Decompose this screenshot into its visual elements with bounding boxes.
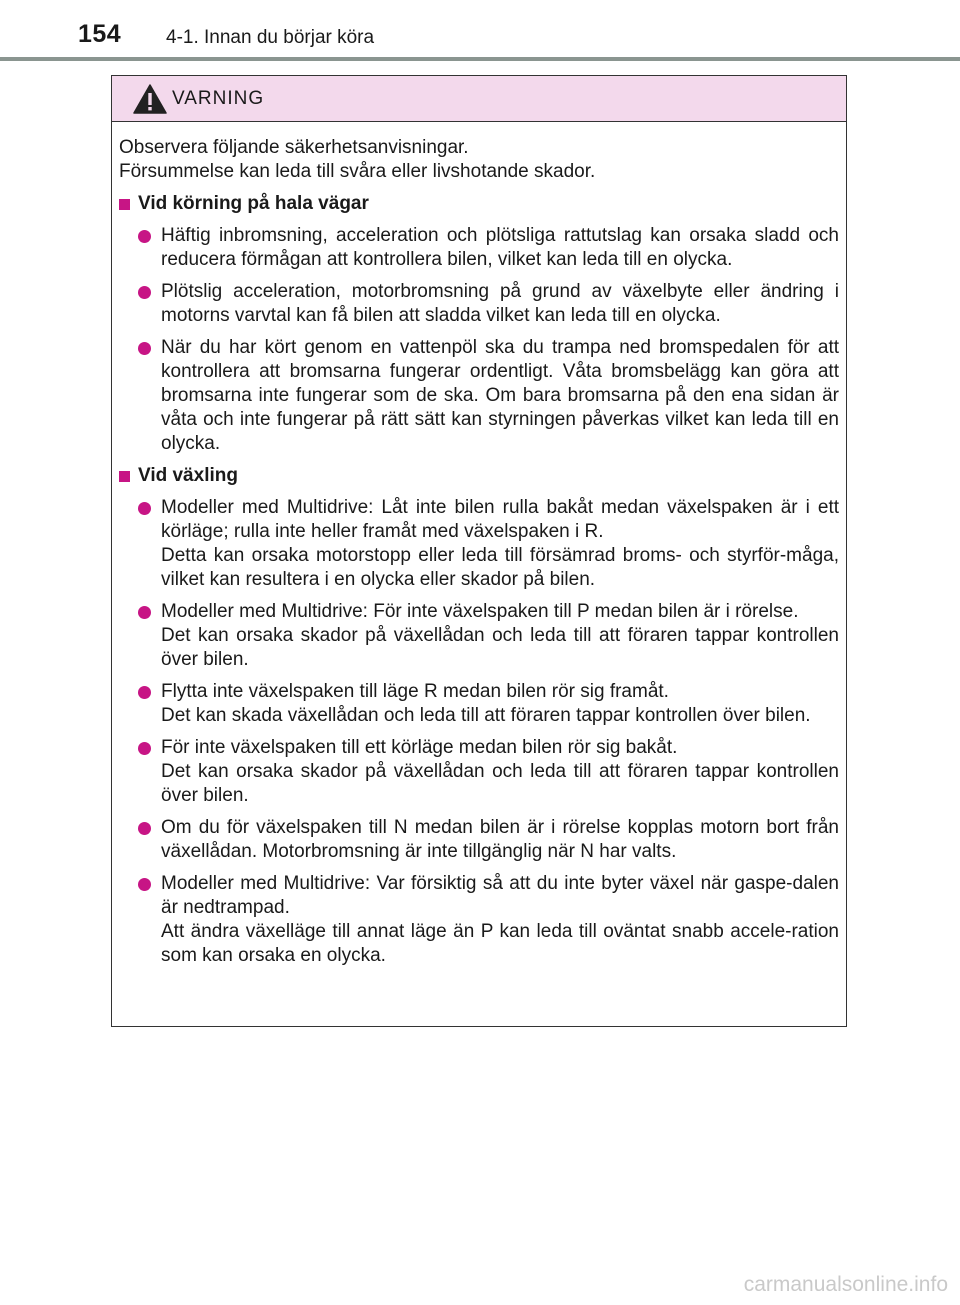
warning-list-item xyxy=(119,600,839,672)
section-heading-text: Vid körning på hala vägar xyxy=(138,193,369,214)
item-paragraph: När du har kört genom en vattenpöl ska du trampa ned bromspedalen för att kontrollera att bromsarna fungerar ordentligt. Våta bromsbelägg kan göra att bromsarna inte fungerar som de ska. Om bara bromsarna på den ena sidan är våta och inte fungerar på rätt sätt kan styrningen påverkas vilket kan leda till en olycka. xyxy=(161,337,839,454)
watermark: carmanualsonline.info xyxy=(743,1273,948,1296)
warning-triangle-icon xyxy=(133,84,167,114)
item-paragraph: Att ändra växelläge till annat läge än P kan leda till oväntat snabb accele-ration som kan orsaka en olycka. xyxy=(161,921,839,966)
item-paragraph: Modeller med Multidrive: För inte växelspaken till P medan bilen är i rörelse. xyxy=(161,601,799,622)
item-paragraph: Om du för växelspaken till N medan bilen är i rörelse kopplas motorn bort från växellådan. Motorbromsning är inte tillgänglig när N har valts. xyxy=(161,817,839,862)
circle-bullet-icon xyxy=(138,502,151,515)
item-paragraph: Häftig inbromsning, acceleration och plötsliga rattutslag kan orsaka sladd och reducera förmågan att kontrollera bilen, vilket kan leda till en olycka. xyxy=(161,225,839,270)
item-paragraph: Det kan orsaka skador på växellådan och leda till att föraren tappar kontrollen över bilen. xyxy=(161,761,839,806)
section-title: 4-1. Innan du börjar köra xyxy=(166,27,375,48)
circle-bullet-icon xyxy=(138,606,151,619)
warning-intro xyxy=(119,136,839,184)
circle-bullet-icon xyxy=(138,742,151,755)
circle-bullet-icon xyxy=(138,286,151,299)
item-paragraph: Det kan orsaka skador på växellådan och leda till att föraren tappar kontrollen över bilen. xyxy=(161,625,839,670)
circle-bullet-icon xyxy=(138,878,151,891)
item-paragraph: För inte växelspaken till ett körläge medan bilen rör sig bakåt. xyxy=(161,737,678,758)
circle-bullet-icon xyxy=(138,342,151,355)
section-heading-text: Vid växling xyxy=(138,465,238,486)
header-rule xyxy=(0,57,960,61)
warning-list-item xyxy=(119,224,839,272)
circle-bullet-icon xyxy=(138,822,151,835)
item-paragraph: Plötslig acceleration, motorbromsning på grund av växelbyte eller ändring i motorns varvtal kan få bilen att sladda vilket kan leda till en olycka. xyxy=(161,281,839,326)
warning-list-item xyxy=(119,680,839,728)
warning-list-item xyxy=(119,280,839,328)
warning-list-item xyxy=(119,872,839,968)
square-bullet-icon xyxy=(119,199,130,210)
item-paragraph: Modeller med Multidrive: Låt inte bilen rulla bakåt medan växelspaken är i ett körläge; rulla inte heller framåt med växelspaken i R. xyxy=(161,497,839,542)
item-paragraph: Detta kan orsaka motorstopp eller leda till försämrad broms- och styrför-måga, vilket kan resultera i en olycka eller skador på bilen. xyxy=(161,545,839,590)
intro-line: Försummelse kan leda till svåra eller livshotande skador. xyxy=(119,161,596,182)
page-number: 154 xyxy=(78,20,122,48)
warning-list-item xyxy=(119,336,839,456)
warning-header xyxy=(112,76,846,122)
circle-bullet-icon xyxy=(138,686,151,699)
section-heading xyxy=(119,192,839,216)
page-header xyxy=(0,0,960,62)
warning-list-item xyxy=(119,736,839,808)
section-heading xyxy=(119,464,839,488)
item-paragraph: Modeller med Multidrive: Var försiktig så att du inte byter växel när gaspe-dalen är nedtrampad. xyxy=(161,873,839,918)
intro-line: Observera följande säkerhetsanvisningar. xyxy=(119,137,469,158)
square-bullet-icon xyxy=(119,471,130,482)
warning-list-item xyxy=(119,496,839,592)
warning-body xyxy=(119,136,839,968)
item-paragraph: Det kan skada växellådan och leda till att föraren tappar kontrollen över bilen. xyxy=(161,705,811,726)
warning-label: VARNING xyxy=(172,88,265,109)
warning-box xyxy=(111,75,847,1027)
warning-section xyxy=(119,464,839,968)
item-paragraph: Flytta inte växelspaken till läge R medan bilen rör sig framåt. xyxy=(161,681,669,702)
warning-list-item xyxy=(119,816,839,864)
circle-bullet-icon xyxy=(138,230,151,243)
warning-section xyxy=(119,192,839,456)
